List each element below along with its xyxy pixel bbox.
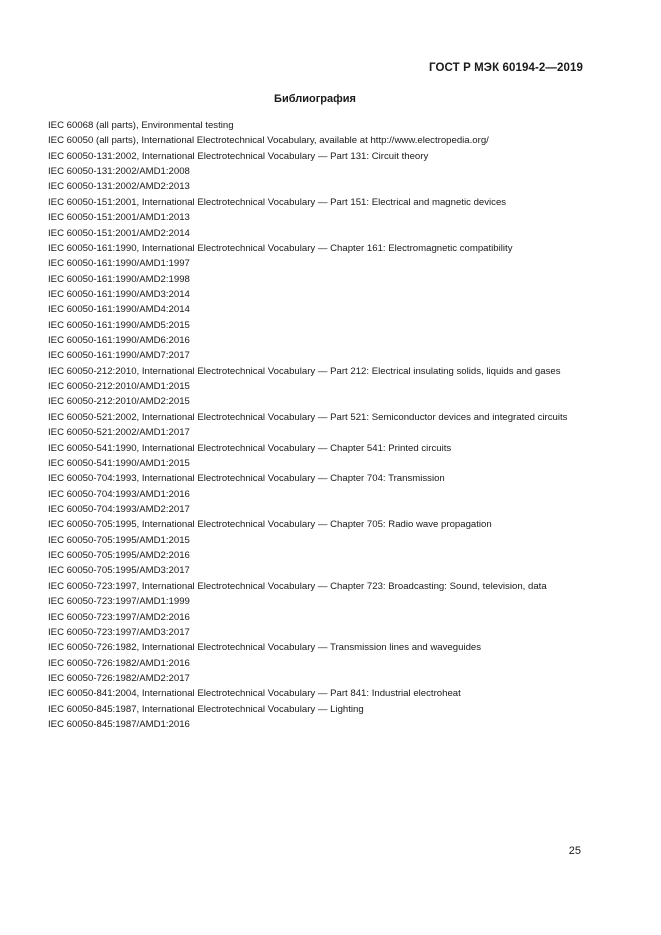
bibliography-entry: IEC 60050-705:1995/AMD3:2017 bbox=[48, 565, 190, 577]
bibliography-entry: IEC 60050-726:1982, International Electrotechnical Vocabulary — Transmission lines and waveguides bbox=[48, 642, 482, 654]
bibliography-entry: IEC 60050-212:2010, International Electrotechnical Vocabulary — Part 212: Electrical insulating solids, liquids and gases bbox=[48, 365, 561, 377]
bibliography-entry: IEC 60050-131:2002, International Electrotechnical Vocabulary — Part 131: Circuit theory bbox=[48, 150, 429, 162]
page-number: 25 bbox=[568, 845, 581, 857]
bibliography-entry: IEC 60050-161:1990/AMD1:1997 bbox=[48, 258, 190, 270]
bibliography-entry: IEC 60050-726:1982/AMD2:2017 bbox=[48, 672, 190, 684]
bibliography-entry: IEC 60050-161:1990/AMD7:2017 bbox=[48, 350, 190, 362]
bibliography-entry: IEC 60050-521:2002/AMD1:2017 bbox=[48, 427, 190, 439]
bibliography-entry: IEC 60050-151:2001/AMD1:2013 bbox=[48, 212, 190, 224]
bibliography-entry: IEC 60050-161:1990/AMD6:2016 bbox=[48, 335, 190, 347]
document-code-header: ГОСТ Р МЭК 60194-2—2019 bbox=[429, 62, 583, 74]
bibliography-entry: IEC 60068 (all parts), Environmental testing bbox=[48, 120, 234, 131]
bibliography-entry: IEC 60050-161:1990/AMD2:1998 bbox=[48, 273, 190, 285]
bibliography-entry: IEC 60050-212:2010/AMD2:2015 bbox=[48, 396, 190, 408]
bibliography-entry: IEC 60050-161:1990, International Electrotechnical Vocabulary — Chapter 161: Electromagnetic compatibility bbox=[48, 242, 513, 254]
bibliography-entry: IEC 60050-845:1987, International Electrotechnical Vocabulary — Lighting bbox=[48, 703, 364, 715]
bibliography-entry: IEC 60050-704:1993/AMD2:2017 bbox=[48, 503, 190, 515]
bibliography-list bbox=[48, 118, 618, 732]
bibliography-entry: IEC 60050-541:1990/AMD1:2015 bbox=[48, 457, 190, 469]
bibliography-entry: IEC 60050-161:1990/AMD5:2015 bbox=[48, 319, 190, 331]
bibliography-entry: IEC 60050-723:1997, International Electrotechnical Vocabulary — Chapter 723: Broadcasting: Sound, television, data bbox=[48, 580, 547, 592]
bibliography-entry: IEC 60050-723:1997/AMD2:2016 bbox=[48, 611, 190, 623]
bibliography-title: Библиография bbox=[274, 93, 356, 105]
bibliography-entry: IEC 60050-841:2004, International Electrotechnical Vocabulary — Part 841: Industrial electroheat bbox=[48, 688, 461, 700]
bibliography-entry: IEC 60050-131:2002/AMD2:2013 bbox=[48, 181, 190, 193]
bibliography-entry: IEC 60050-151:2001/AMD2:2014 bbox=[48, 227, 190, 239]
bibliography-entry: IEC 60050-131:2002/AMD1:2008 bbox=[48, 166, 190, 178]
bibliography-entry: IEC 60050-845:1987/AMD1:2016 bbox=[48, 719, 190, 731]
bibliography-entry: IEC 60050-151:2001, International Electrotechnical Vocabulary — Part 151: Electrical and magnetic devices bbox=[48, 196, 507, 208]
bibliography-entry: IEC 60050-541:1990, International Electrotechnical Vocabulary — Chapter 541: Printed circuits bbox=[48, 442, 452, 454]
bibliography-entry: IEC 60050 (all parts), International Electrotechnical Vocabulary, available at http://www.electropedia.org/ bbox=[48, 135, 489, 147]
bibliography-entry: IEC 60050-212:2010/AMD1:2015 bbox=[48, 381, 190, 393]
bibliography-entry: IEC 60050-705:1995, International Electrotechnical Vocabulary — Chapter 705: Radio wave propagation bbox=[48, 519, 492, 531]
bibliography-entry: IEC 60050-521:2002, International Electrotechnical Vocabulary — Part 521: Semiconductor devices and integrated circuits bbox=[48, 411, 568, 423]
bibliography-entry: IEC 60050-161:1990/AMD3:2014 bbox=[48, 288, 190, 300]
bibliography-entry: IEC 60050-723:1997/AMD3:2017 bbox=[48, 626, 190, 638]
bibliography-entry: IEC 60050-704:1993/AMD1:2016 bbox=[48, 488, 190, 500]
bibliography-entry: IEC 60050-726:1982/AMD1:2016 bbox=[48, 657, 190, 669]
bibliography-entry: IEC 60050-705:1995/AMD2:2016 bbox=[48, 550, 190, 562]
bibliography-entry: IEC 60050-705:1995/AMD1:2015 bbox=[48, 534, 190, 546]
bibliography-entry: IEC 60050-704:1993, International Electrotechnical Vocabulary — Chapter 704: Transmission bbox=[48, 473, 445, 485]
bibliography-entry: IEC 60050-161:1990/AMD4:2014 bbox=[48, 304, 190, 316]
bibliography-entry: IEC 60050-723:1997/AMD1:1999 bbox=[48, 596, 190, 608]
